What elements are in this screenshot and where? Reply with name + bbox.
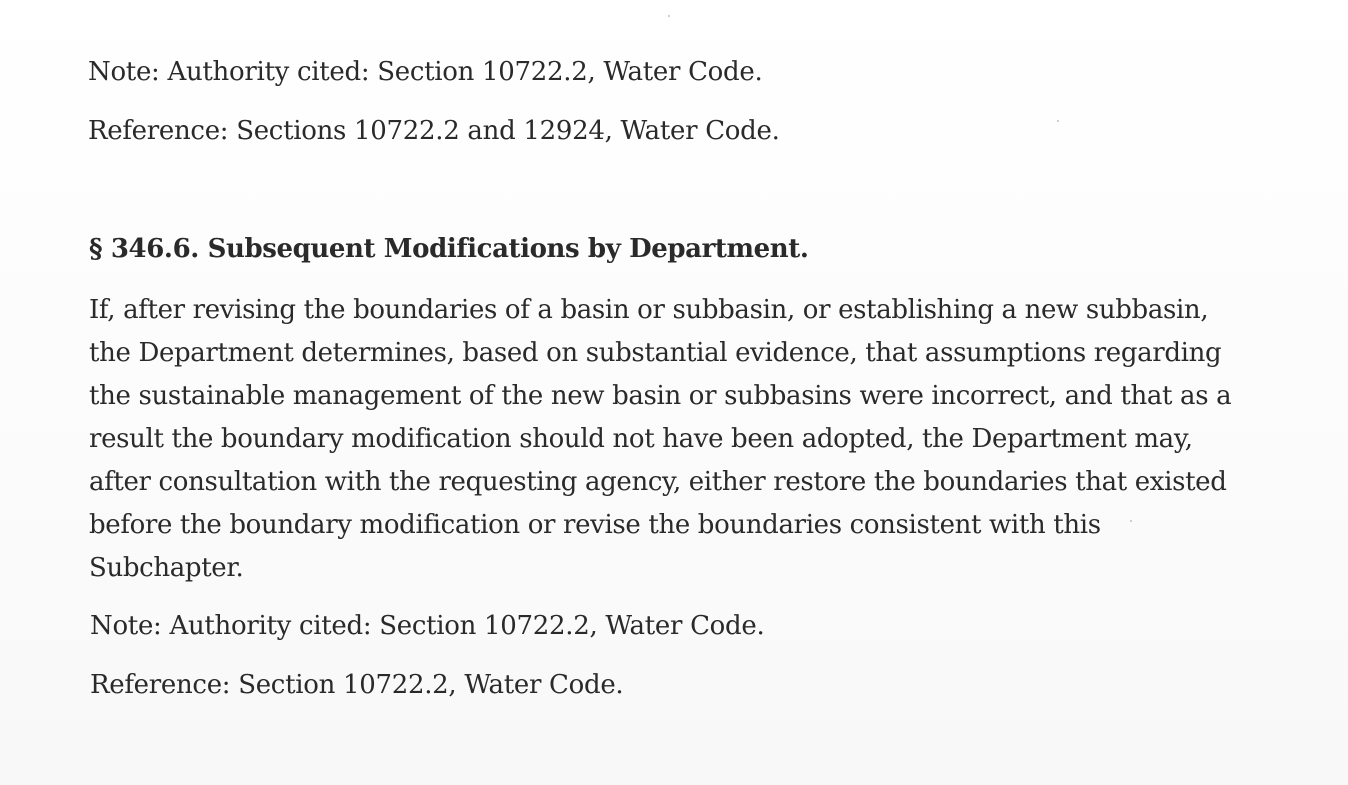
- section-note-authority: Note: Authority cited: Section 10722.2, Water Code.: [90, 611, 765, 641]
- body-line: the Department determines, based on substantial evidence, that assumptions regarding: [89, 338, 1222, 368]
- section-body: [89, 289, 1348, 590]
- body-line: before the boundary modification or revise the boundaries consistent with this: [89, 510, 1101, 540]
- scan-speck: [668, 15, 670, 17]
- top-note-authority: Note: Authority cited: Section 10722.2, Water Code.: [88, 57, 763, 87]
- body-line: Subchapter.: [89, 553, 244, 583]
- scan-speck: [1057, 120, 1059, 122]
- section-note-reference: Reference: Section 10722.2, Water Code.: [90, 670, 624, 700]
- body-line: If, after revising the boundaries of a basin or subbasin, or establishing a new subbasin,: [89, 295, 1209, 325]
- body-line: after consultation with the requesting agency, either restore the boundaries that existed: [89, 467, 1227, 497]
- top-note-reference: Reference: Sections 10722.2 and 12924, Water Code.: [88, 116, 780, 146]
- scan-speck: [1130, 520, 1132, 522]
- body-line: result the boundary modification should not have been adopted, the Department may,: [89, 424, 1193, 454]
- body-line: the sustainable management of the new basin or subbasins were incorrect, and that as a: [89, 381, 1232, 411]
- section-heading: § 346.6. Subsequent Modifications by Department.: [89, 234, 809, 264]
